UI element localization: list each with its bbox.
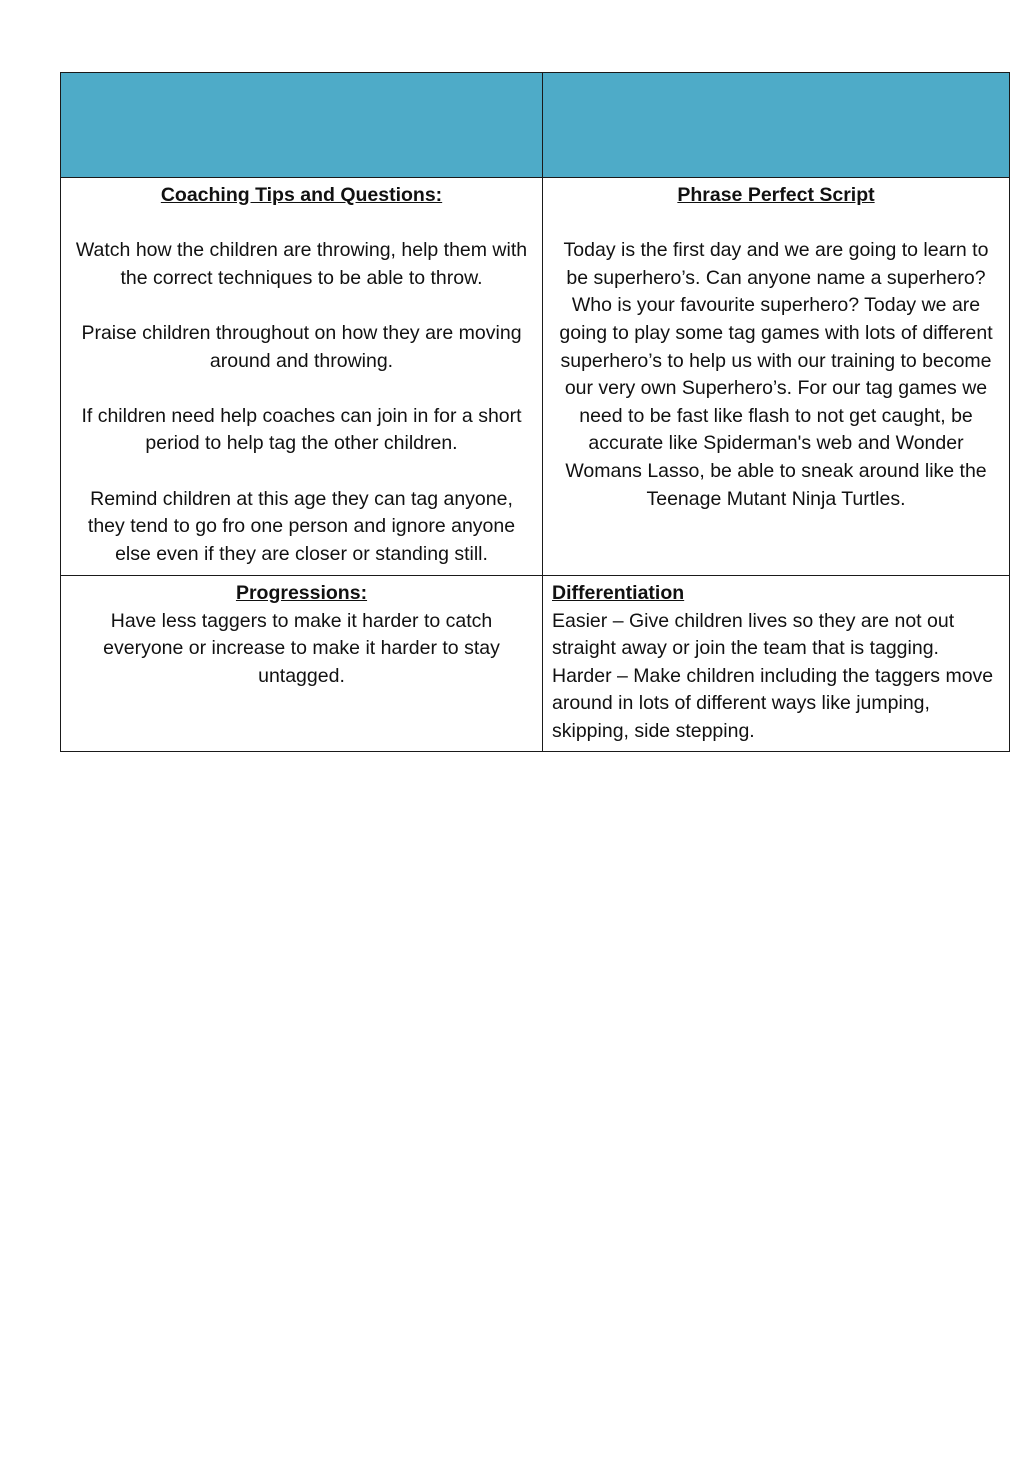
coaching-tip-2: Praise children throughout on how they are moving around and throwing. [81,321,522,372]
header-row [61,73,1010,178]
progressions-cell [61,576,543,752]
differentiation-easier: Easier – Give children lives so they are not out straight away or join the team that is tagging. [552,609,955,660]
tips-row [61,178,1010,576]
differentiation-harder: Harder – Make children including the taggers move around in lots of different ways like jumping, skipping, side stepping. [552,664,994,742]
progressions-text: Have less taggers to make it harder to catch everyone or increase to make it harder to stay untagged. [103,609,500,687]
coaching-tip-3: If children need help coaches can join in for a short period to help tag the other children. [81,404,522,455]
progressions-heading: Progressions: [235,582,368,604]
coaching-tip-4: Remind children at this age they can tag anyone, they tend to go fro one person and ignore anyone else even if they are closer or standing still. [87,487,516,565]
progressions-row [61,576,1010,752]
coaching-tips-heading: Coaching Tips and Questions: [160,184,443,206]
differentiation-heading: Differentiation [552,582,685,604]
coaching-tips-cell [61,178,543,576]
script-text: Today is the first day and we are going to learn to be superhero’s. Can anyone name a superhero? Who is your favourite superhero? Today we are going to play some tag games with lots of different superhero’s to help us with our training to become our very own Superhero’s. For our tag games we need to be fast like flash to not get caught, be accurate like Spiderman's web and Wonder Womans Lasso, be able to sneak around like the Teenage Mutant Ninja Turtles. [559,239,993,510]
coaching-tip-1: Watch how the children are throwing, help them with the correct techniques to be able to throw. [75,239,528,289]
script-heading: Phrase Perfect Script [677,184,875,206]
script-cell [543,178,1010,576]
header-cell-right [543,73,1010,178]
session-plan-table [60,72,1010,752]
header-cell-left [61,73,543,178]
differentiation-cell [543,576,1010,752]
